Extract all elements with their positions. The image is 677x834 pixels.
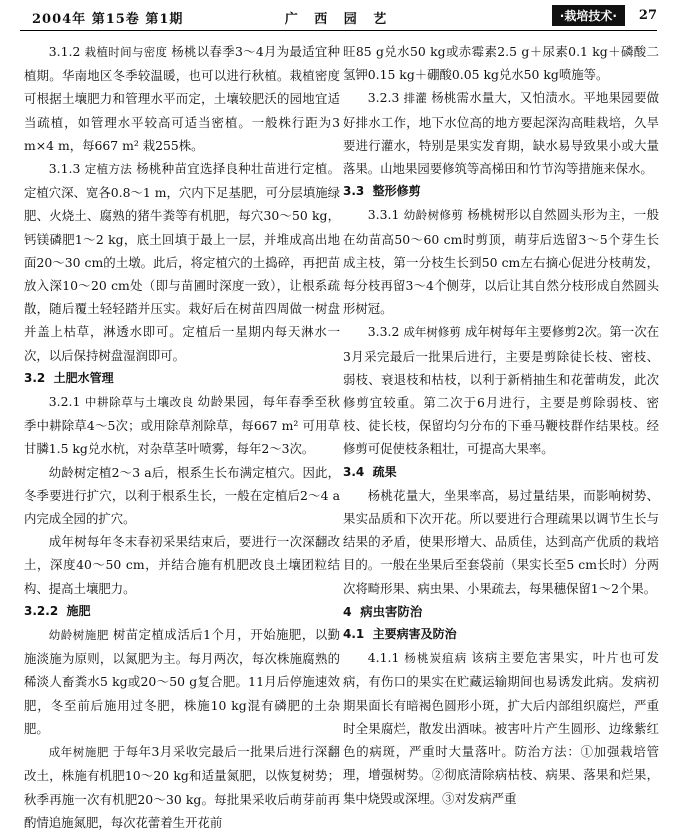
heading-4-1: 4.1 主要病害及防治 [343, 627, 457, 642]
section-3-1-3: 3.1.3 定植方法 杨桃种苗宜选择良种壮苗进行定植。定植穴深、宽各0.8～1 m，穴内下足基肥，可分层填施绿肥、火烧土、腐熟的猪牛粪等有机肥，每穴30～50 kg，钙镁磷肥1～2 kg，底土回填于最上一层，并堆成高出地面20～30 cm的土墩。此后，将定植穴的土捣碎，再把苗放入深10～20 cm处（即与苗圃时深度一致），让根系疏散，随后覆土轻轻踏并压实。栽好后在树苗四周做一树盘并盖上枯草，淋透水即可。定植后一星期内每天淋水一次，以后保持树盘湿润即可。 [24, 161, 341, 363]
paragraph-continued: 旺85 g兑水50 kg或赤霉素2.5 g＋尿素0.1 kg＋磷酸二氢钾0.15 kg＋硼酸0.05 kg兑水50 kg喷施等。 [343, 44, 659, 83]
section-3-1-2: 3.1.2 栽植时间与密度 杨桃以春季3～4月为最适宜种植期。华南地区冬季较温暖，也可以进行秋植。栽植密度可根据土壤肥力和管理水平而定，土壤较肥沃的园地宜适当疏植，如管理水平较高可适当密植。一般株行距为3 m×4 m，每667 m² 栽255株。 [24, 44, 340, 153]
heading-3-2: 3.2 土肥水管理 [24, 370, 114, 385]
section-label: 成年树修剪 [403, 325, 461, 340]
heading-4: 4 病虫害防治 [343, 603, 423, 619]
right-column [343, 40, 659, 810]
header-right [552, 5, 657, 26]
paragraph-thinning: 杨桃花量大，坐果率高，易过量结果，而影响树势、果实品质和下次开花。所以要进行合理疏果以调节生长与结果的矛盾，使果形增大、品质佳，达到高产优质的栽培目的。一般在坐果后至套袋前（果实长至5 cm长时）分两次将畸形果、病虫果、小果疏去，每果穗保留1～2个果。 [343, 487, 659, 596]
section-4-1-1: 4.1.1 杨桃炭疽病 该病主要危害果实，叶片也可发病，有伤口的果实在贮藏运输期间也易诱发此病。发病初期果面长有暗褐色圆形小斑，扩大后内部组织腐烂，严重时全果腐烂，散发出酒味。被害叶片产生圆形、边缘紫红色的病斑，严重时大量落叶。防治方法：①加强栽培管理，增强树势。②彻底清除病枯枝、病果、落果和烂果，集中烧毁或深埋。③对发病严重 [343, 650, 660, 806]
heading-3-4: 3.4 疏果 [343, 464, 397, 479]
section-label: 杨桃炭疽病 [403, 651, 468, 666]
section-label: 定植方法 [84, 162, 133, 177]
header-rule [20, 30, 657, 31]
journal-name: 广 西 园 艺 [284, 12, 393, 27]
heading-3-2-2: 3.2.2 施肥 [24, 603, 91, 618]
heading-3-3: 3.3 整形修剪 [343, 184, 421, 199]
column-badge: ·栽培技术· [552, 5, 625, 26]
page-number: 27 [638, 8, 657, 23]
section-3-3-1: 3.3.1 幼龄树修剪 杨桃树形以自然圆头形为主，一般在幼苗高50～60 cm时剪顶，萌芽后选留3～5个芽生长成主枝，第一分枝生长到50 cm左右摘心促进分枝萌发，每分枝再留3～4个侧芽，以后让其自然分枝形成自然圆头形树冠。 [343, 207, 660, 317]
paragraph-fert-mature: 成年树施肥 于每年3月采收完最后一批果后进行深翻改土，株施有机肥10～20 kg和适量氮肥，以恢复树势；秋季再施一次有机肥20～30 kg。每批果采收后萌芽前再酌情追施氮肥，每次花蕾着生开花前 [24, 744, 341, 830]
section-3-3-2: 3.3.2 成年树修剪 成年树每年主要修剪2次。第一次在3月采完最后一批果后进行，主要是剪除徒长枝、密枝、弱枝、衰退枝和枯枝，以利于新梢抽生和花蕾萌发，此次修剪宜较重。第二次于6月进行，主要是剪除弱枝、密枝、徒长枝，保留均匀分布的下垂马鞭枝群作结果枝。经修剪可促使枝条粗壮，可提高大果率。 [343, 324, 659, 457]
paragraph-mature-tree: 成年树每年冬末春初采果结束后，要进行一次深翻改土，深度40～50 cm，并结合施有机肥改良土壤团粒结构、提高土壤肥力。 [24, 534, 340, 596]
section-label: 栽植时间与密度 [84, 45, 168, 59]
journal-info: 2004年 第15卷 第1期 [32, 12, 184, 27]
section-label: 中耕除草与土壤改良 [84, 395, 194, 410]
section-3-2-1: 3.2.1 中耕除草与土壤改良 幼龄果园，每年春季至秋季中耕除草4～5次；或用除草剂除草，每667 m² 可用草甘膦1.5 kg兑水杭，对杂草茎叶喷雾，每年2～3次。 [24, 394, 340, 457]
paragraph-young-tree: 幼龄树定植2～3 a后，根系生长布满定植穴。因此，冬季要进行扩穴，以利于根系生长，一般在定植后2～4 a内完成全园的扩穴。 [24, 464, 340, 527]
paragraph-fert-young: 幼龄树施肥 树苗定植成活后1个月，开始施肥，以勤施淡施为原则，以氮肥为主。每月两次，每次株施腐熟的稀淡人畜粪水5 kg或20～50 g复合肥。11月后停施速效肥，冬至前后施用过冬肥，株施10 kg混有磷肥的土杂肥。 [24, 627, 341, 736]
section-3-2-3: 3.2.3 排灌 杨桃需水量大，又怕渍水。平地果园要做好排水工作，地下水位高的地方要起深沟高畦栽培，久旱要进行灌水，特别是果实发育期，缺水易导致果小或大量落果。山地果园要修筑等高梯田和竹节沟等措施来保水。 [343, 90, 660, 177]
section-label: 排灌 [403, 91, 428, 106]
left-column [24, 40, 340, 834]
page-header [0, 0, 677, 34]
section-label: 幼龄树修剪 [403, 208, 464, 223]
